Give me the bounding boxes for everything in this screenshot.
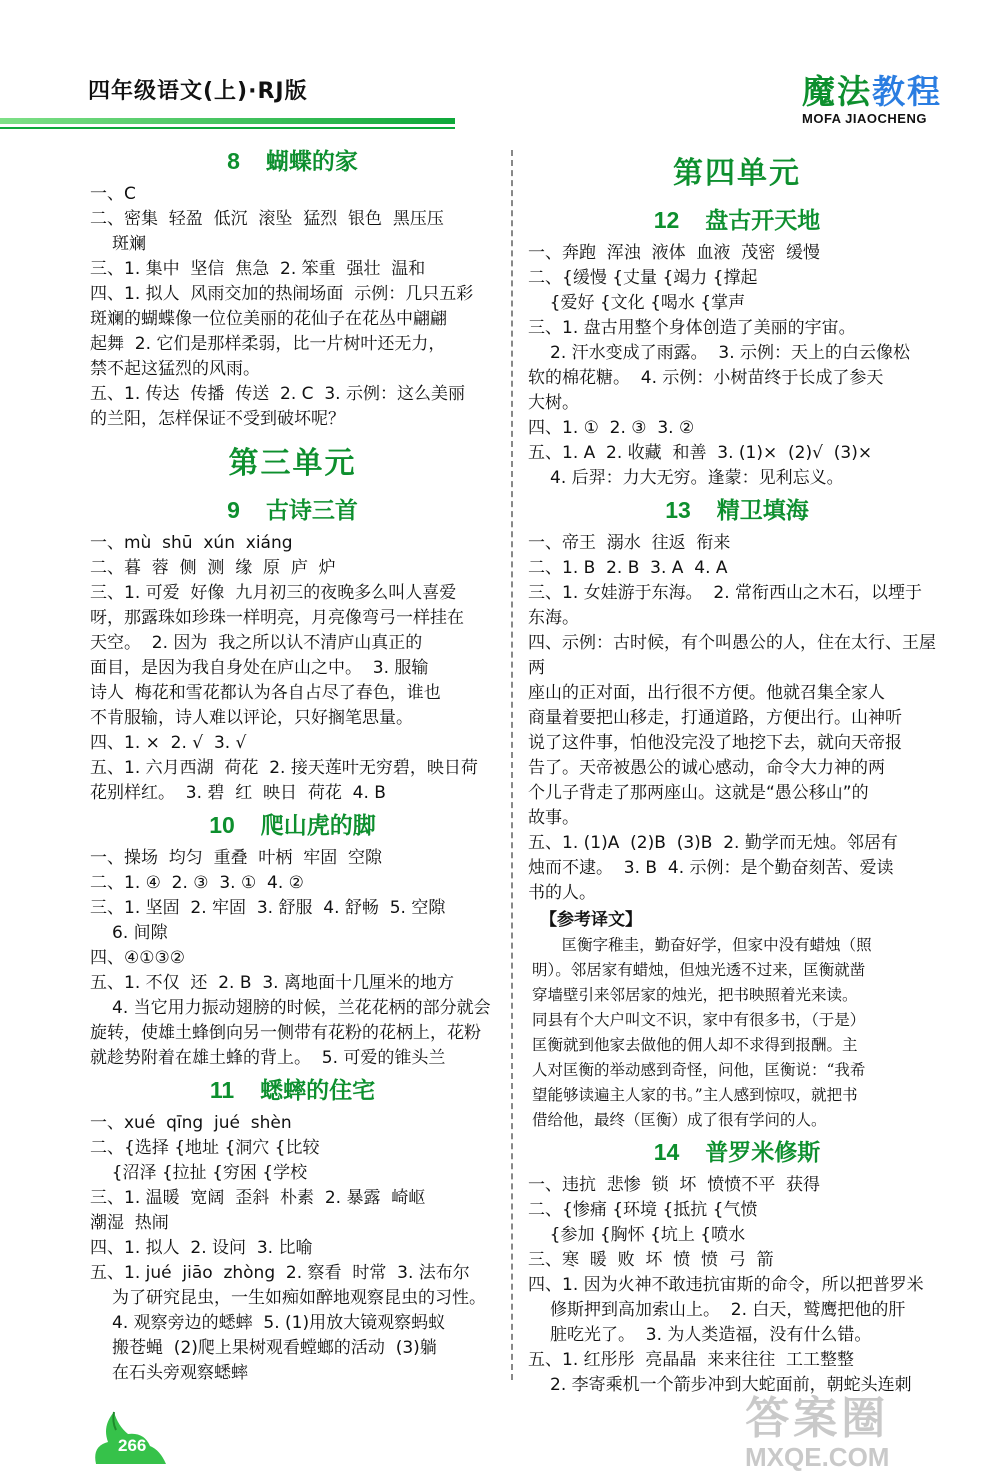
answer-line: 说了这件事，怕他没完没了地挖下去，就向天帝报 (528, 733, 902, 753)
answer-line: 二、暮 蓉 侧 测 缘 原 庐 炉 (90, 558, 336, 578)
answer-line: 潮湿 热闹 (90, 1213, 169, 1233)
answer-line: 一、违抗 悲惨 锁 坏 愤愤不平 获得 (528, 1175, 821, 1195)
unit-heading: 第三单元 (228, 446, 357, 481)
answer-line: 五、1. 不仅 还 2. B 3. 离地面十几厘米的地方 (90, 973, 454, 993)
answer-line: 二、{惨痛 {环境 {抵抗 {气愤 (528, 1200, 758, 1220)
lesson-number: 14 (653, 1139, 680, 1165)
answer-line: 搬苍蝇 (2)爬上果树观看螳螂的活动 (3)躺 (112, 1338, 437, 1358)
lesson-number: 13 (665, 497, 691, 523)
answer-line: 6. 间隙 (112, 923, 168, 943)
lesson-number: 10 (209, 812, 235, 838)
logo-subtitle: MOFA JIAOCHENG (802, 111, 927, 126)
lesson-title: 爬山虎的脚 (260, 813, 376, 839)
answer-line: 大树。 (528, 393, 579, 413)
answer-line: 二、1. B 2. B 3. A 4. A (528, 558, 728, 578)
lesson-number: 9 (227, 497, 240, 523)
answer-line: 故事。 (528, 808, 579, 828)
answer-line: 斑斓的蝴蝶像一位位美丽的花仙子在花丛中翩翩 (90, 309, 447, 329)
book-title: 四年级语文(上)·RJ版 (88, 79, 308, 104)
answer-line: 天空。 2. 因为 我之所以认不清庐山真正的 (90, 633, 423, 653)
answer-line: 二、1. ④ 2. ③ 3. ① 4. ② (90, 873, 304, 893)
answer-line: {沼泽 {拉扯 {穷困 {学校 (90, 1163, 308, 1183)
answer-line: 书的人。 (528, 883, 596, 903)
answer-line: 2. 李寄乘机一个箭步冲到大蛇面前，朝蛇头连刺 (550, 1375, 912, 1395)
lesson-heading (90, 494, 495, 527)
answer-line: 4. 后羿：力大无穷。逢蒙：见利忘义。 (550, 468, 844, 488)
reference-title: 【参考译文】 (540, 910, 642, 930)
answer-line: 二、密集 轻盈 低沉 滚坠 猛烈 银色 黑压压 (90, 209, 444, 229)
logo (802, 66, 942, 126)
answer-line: {爱好 {文化 {喝水 {掌声 (528, 293, 746, 313)
watermark-url: MXQE.COM (745, 1442, 890, 1472)
lesson-title: 普罗米修斯 (705, 1140, 821, 1166)
right-column (528, 142, 946, 1398)
answer-line: 一、奔跑 浑浊 液体 血液 茂密 缓慢 (528, 243, 821, 263)
answer-line: 诗人 梅花和雪花都认为各自占尽了春色，谁也 (90, 683, 441, 703)
answer-line: 四、1. 拟人 风雨交加的热闹场面 示例：几只五彩 (90, 284, 474, 304)
answer-line: 斑斓 (112, 234, 146, 254)
answer-line: 花别样红。 3. 碧 红 映日 荷花 4. B (90, 783, 386, 803)
answer-line: 三、1. 集中 坚信 焦急 2. 笨重 强壮 温和 (90, 259, 426, 279)
answer-line: 面目，是因为我自身处在庐山之中。 3. 服输 (90, 658, 429, 678)
answer-line: 在石头旁观察蟋蟀 (112, 1363, 248, 1383)
answer-line: 四、④①③② (90, 948, 185, 968)
answer-line: 起舞 2. 它们是那样柔弱，比一片树叶还无力， (90, 334, 446, 354)
answer-line: 四、示例：古时候，有个叫愚公的人，住在太行、王屋两 (528, 633, 936, 678)
answer-line: 脏吃光了。 3. 为人类造福，没有什么错。 (550, 1325, 872, 1345)
answer-line: 4. 观察旁边的蟋蟀 5. (1)用放大镜观察蚂蚁 (112, 1313, 446, 1333)
answer-line: 东海。 (528, 608, 579, 628)
answer-line: 五、1. jué jiāo zhòng 2. 察看 时常 3. 法布尔 (90, 1263, 470, 1283)
answer-line: 五、1. 六月西湖 荷花 2. 接天莲叶无穷碧，映日荷 (90, 758, 478, 778)
lesson-number: 11 (209, 1077, 235, 1103)
answer-line: 的兰阳，怎样保证不受到破坏呢？ (90, 409, 345, 429)
logo-title-a: 魔法 (802, 72, 872, 111)
reference-line: 穿墙壁引来邻居家的烛光，把书映照着光来读。 (532, 986, 858, 1004)
answer-line: 三、1. 女娃游于东海。 2. 常衔西山之木石，以堙于 (528, 583, 923, 603)
answer-line: 呀，那露珠如珍珠一样明亮，月亮像弯弓一样挂在 (90, 608, 464, 628)
answer-line: 2. 汗水变成了雨露。 3. 示例：天上的白云像松 (550, 343, 911, 363)
lesson-title: 精卫填海 (716, 498, 809, 524)
answer-line: 五、1. A 2. 收藏 和善 3. (1)× (2)√ (3)× (528, 443, 873, 463)
page-number: 266 (118, 1436, 147, 1455)
lesson-heading (90, 145, 495, 178)
answer-line: 一、xué qīng jué shèn (90, 1113, 292, 1133)
answer-line: 为了研究昆虫，一生如痴如醉地观察昆虫的习性。 (112, 1288, 486, 1308)
reference-line: 借给他，最终（匡衡）成了很有学问的人。 (532, 1111, 827, 1129)
answer-line: 软的棉花糖。 4. 示例：小树苗终于长成了参天 (528, 368, 884, 388)
answer-line: 三、1. 坚固 2. 牢固 3. 舒服 4. 舒畅 5. 空隙 (90, 898, 446, 918)
unit-heading: 第四单元 (673, 156, 801, 191)
lesson-heading (528, 494, 946, 527)
answer-line: 烛而不逮。 3. B 4. 示例：是个勤奋刻苦、爱读 (528, 858, 894, 878)
answer-line: 座山的正对面，出行很不方便。他就召集全家人 (528, 683, 885, 703)
answer-line: 五、1. 红彤彤 亮晶晶 来来往往 工工整整 (528, 1350, 855, 1370)
answer-line: 二、{缓慢 {丈量 {竭力 {撑起 (528, 268, 758, 288)
answer-line: 不肯服输，诗人难以评论，只好搁笔思量。 (90, 708, 413, 728)
answer-line: 三、1. 盘古用整个身体创造了美丽的宇宙。 (528, 318, 856, 338)
lesson-title: 盘古开天地 (705, 208, 821, 234)
answer-line: 四、1. × 2. √ 3. √ (90, 733, 247, 753)
answer-line: 五、1. (1)A (2)B (3)B 2. 勤学而无烛。邻居有 (528, 833, 898, 853)
answer-line: 一、操场 均匀 重叠 叶柄 牢固 空隙 (90, 848, 383, 868)
lesson-heading (528, 1136, 946, 1169)
answer-line: 三、寒 暖 败 坏 愤 愤 弓 箭 (528, 1250, 774, 1270)
watermark-text: 答案圈 (745, 1393, 890, 1444)
answer-line: 三、1. 可爱 好像 九月初三的夜晚多么叫人喜爱 (90, 583, 457, 603)
lesson-number: 12 (653, 207, 680, 233)
answer-line: 禁不起这猛烈的风雨。 (90, 359, 260, 379)
lesson-title: 蝴蝶的家 (265, 149, 358, 175)
answer-line: 一、C (90, 184, 136, 204)
lesson-number: 8 (227, 148, 240, 174)
answer-line: 三、1. 温暖 宽阔 歪斜 朴素 2. 暴露 崎岖 (90, 1188, 426, 1208)
lesson-heading (528, 204, 946, 237)
answer-line: 修斯押到高加索山上。 2. 白天，鹫鹰把他的肝 (550, 1300, 906, 1320)
answer-line: 四、1. 因为火神不敢违抗宙斯的命令，所以把普罗米 (528, 1275, 924, 1295)
answer-line: {参加 {胸怀 {坑上 {喷水 (528, 1225, 746, 1245)
answer-line: 四、1. ① 2. ③ 3. ② (528, 418, 695, 438)
answer-line: 个儿子背走了那两座山。这就是“愚公移山”的 (528, 783, 869, 803)
reference-line: 匡衡字稚圭，勤奋好学，但家中没有蜡烛（照 (532, 936, 872, 954)
answer-line: 五、1. 传达 传播 传送 2. C 3. 示例：这么美丽 (90, 384, 465, 404)
header-rule (0, 118, 455, 124)
reference-line: 望能够读遍主人家的书。”主人感到惊叹，就把书 (532, 1086, 858, 1104)
answer-line: 四、1. 拟人 2. 设问 3. 比喻 (90, 1238, 313, 1258)
reference-line: 明）。邻居家有蜡烛，但烛光透不过来，匡衡就凿 (532, 961, 866, 979)
answer-line: 就趁势附着在雄土蜂的背上。 5. 可爱的锥头兰 (90, 1048, 446, 1068)
lesson-heading (90, 809, 495, 842)
column-divider (511, 150, 513, 1380)
answer-line: 一、帝王 溺水 往返 衔来 (528, 533, 731, 553)
reference-line: 匡衡就到他家去做他的佣人却不求得到报酬。主 (532, 1036, 858, 1054)
answer-line: 商量着要把山移走，打通道路，方便出行。山神听 (528, 708, 902, 728)
answer-line: 二、{选择 {地址 {洞穴 {比较 (90, 1138, 320, 1158)
answer-line: 旋转，使雄土蜂倒向另一侧带有花粉的花柄上，花粉 (90, 1023, 481, 1043)
left-column (90, 142, 495, 1386)
lesson-heading (90, 1074, 495, 1107)
lesson-title: 蟋蟀的住宅 (260, 1078, 376, 1104)
answer-line: 4. 当它用力振动翅膀的时候，兰花花柄的部分就会 (112, 998, 491, 1018)
answer-line: 告了。天帝被愚公的诚心感动，命令大力神的两 (528, 758, 885, 778)
reference-line: 同县有个大户叫文不识，家中有很多书，（于是） (532, 1011, 866, 1029)
reference-line: 人对匡衡的举动感到奇怪，问他，匡衡说：“我希 (532, 1061, 866, 1079)
watermark (745, 1395, 889, 1471)
logo-title-b: 教程 (872, 72, 942, 111)
lesson-title: 古诗三首 (265, 498, 358, 524)
header-rule-thin (0, 127, 455, 129)
logo-title (802, 66, 942, 113)
answer-line: 一、mù shū xún xiáng (90, 533, 293, 553)
